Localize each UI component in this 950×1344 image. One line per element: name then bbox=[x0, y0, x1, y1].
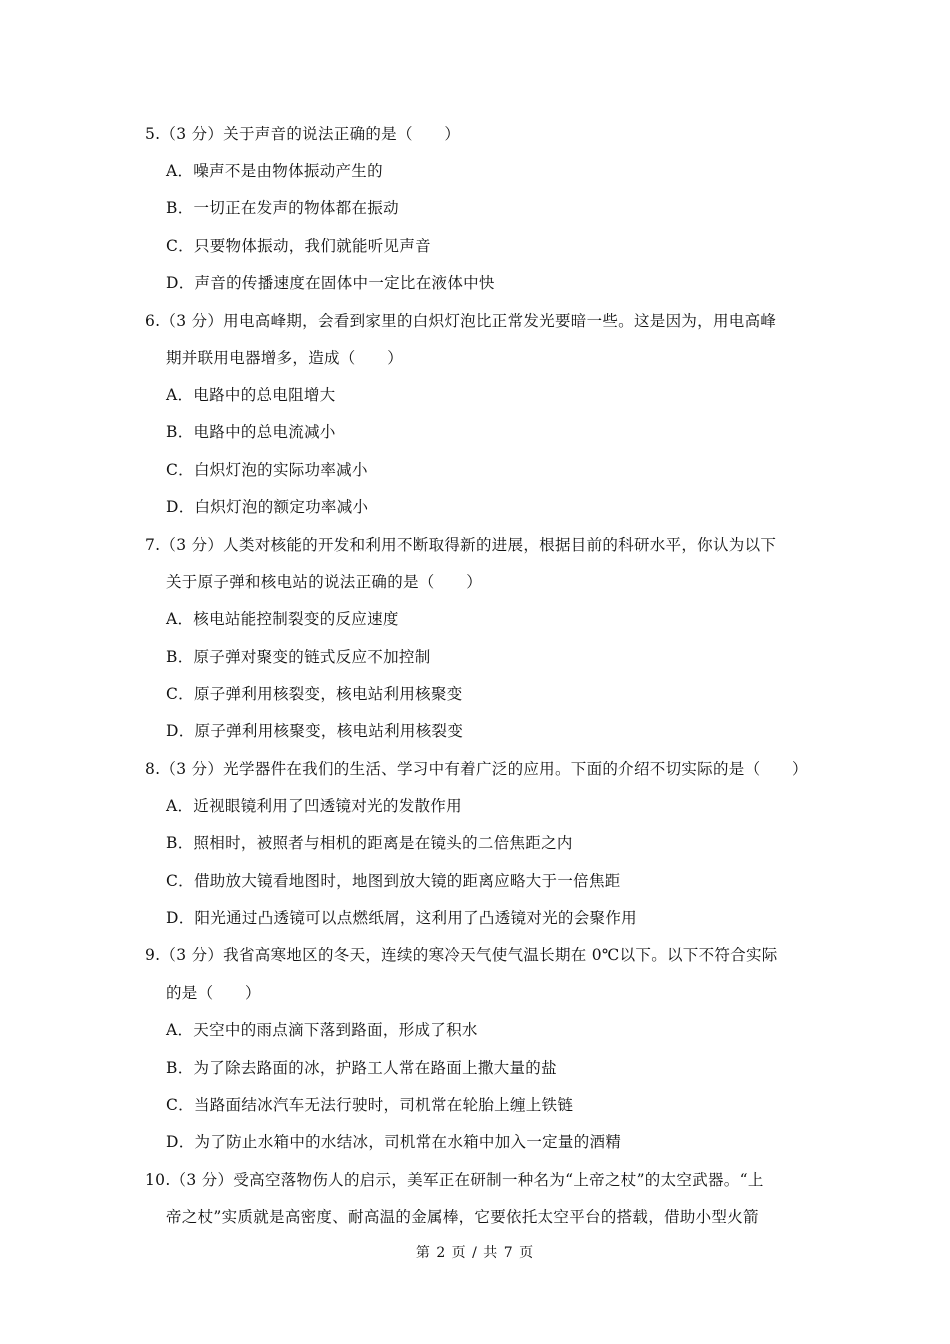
question-6-stem-continued: 期并联用电器增多，造成（ ） bbox=[166, 349, 404, 367]
question-6-option-d: D．白炽灯泡的额定功率减小 bbox=[166, 498, 369, 516]
question-9-option-c: C．当路面结冰汽车无法行驶时，司机常在轮胎上缠上铁链 bbox=[166, 1096, 574, 1114]
question-7-option-a: A．核电站能控制裂变的反应速度 bbox=[166, 610, 399, 628]
question-6-option-a: A．电路中的总电阻增大 bbox=[166, 386, 336, 404]
question-6-option-b: B．电路中的总电流减小 bbox=[166, 423, 336, 441]
question-8-option-d: D．阳光通过凸透镜可以点燃纸屑，这利用了凸透镜对光的会聚作用 bbox=[166, 909, 637, 927]
question-5-option-d: D．声音的传播速度在固体中一定比在液体中快 bbox=[166, 274, 495, 292]
question-7-stem: 7.（3 分）人类对核能的开发和利用不断取得新的进展，根据目前的科研水平，你认为以下 bbox=[145, 536, 777, 554]
question-8-option-a: A．近视眼镜利用了凹透镜对光的发散作用 bbox=[166, 797, 462, 815]
question-6-option-c: C．白炽灯泡的实际功率减小 bbox=[166, 461, 368, 479]
question-5-option-a: A．噪声不是由物体振动产生的 bbox=[166, 162, 383, 180]
question-7-stem-continued: 关于原子弹和核电站的说法正确的是（ ） bbox=[166, 573, 483, 591]
question-9-option-a: A．天空中的雨点滴下落到路面，形成了积水 bbox=[166, 1021, 478, 1039]
page-number-footer: 第 2 页 / 共 7 页 bbox=[415, 1245, 535, 1261]
question-8-option-b: B．照相时，被照者与相机的距离是在镜头的二倍焦距之内 bbox=[166, 834, 573, 852]
question-5-option-c: C．只要物体振动，我们就能听见声音 bbox=[166, 237, 431, 255]
question-8-stem: 8.（3 分）光学器件在我们的生活、学习中有着广泛的应用。下面的介绍不切实际的是（ ） bbox=[145, 760, 808, 778]
question-5-stem: 5.（3 分）关于声音的说法正确的是（ ） bbox=[145, 125, 461, 143]
question-7-option-d: D．原子弹利用核聚变，核电站利用核裂变 bbox=[166, 722, 464, 740]
question-9-option-d: D．为了防止水箱中的水结冰，司机常在水箱中加入一定量的酒精 bbox=[166, 1133, 622, 1151]
question-10-stem-continued: 帝之杖”实质就是高密度、耐高温的金属棒，它要依托太空平台的搭载，借助小型火箭 bbox=[166, 1208, 759, 1226]
question-9-option-b: B．为了除去路面的冰，护路工人常在路面上撒大量的盐 bbox=[166, 1059, 557, 1077]
question-7-option-b: B．原子弹对聚变的链式反应不加控制 bbox=[166, 648, 431, 666]
question-8-option-c: C．借助放大镜看地图时，地图到放大镜的距离应略大于一倍焦距 bbox=[166, 872, 621, 890]
question-6-stem: 6.（3 分）用电高峰期，会看到家里的白炽灯泡比正常发光要暗一些。这是因为，用电高峰 bbox=[145, 312, 777, 330]
question-9-stem: 9.（3 分）我省高寒地区的冬天，连续的寒冷天气使气温长期在 0℃以下。以下不符合实际 bbox=[145, 946, 778, 964]
question-10-stem: 10.（3 分）受高空落物伤人的启示，美军正在研制一种名为“上帝之杖”的太空武器。“上 bbox=[145, 1171, 764, 1189]
question-9-stem-continued: 的是（ ） bbox=[166, 984, 261, 1002]
question-5-option-b: B．一切正在发声的物体都在振动 bbox=[166, 199, 399, 217]
question-7-option-c: C．原子弹利用核裂变，核电站利用核聚变 bbox=[166, 685, 463, 703]
